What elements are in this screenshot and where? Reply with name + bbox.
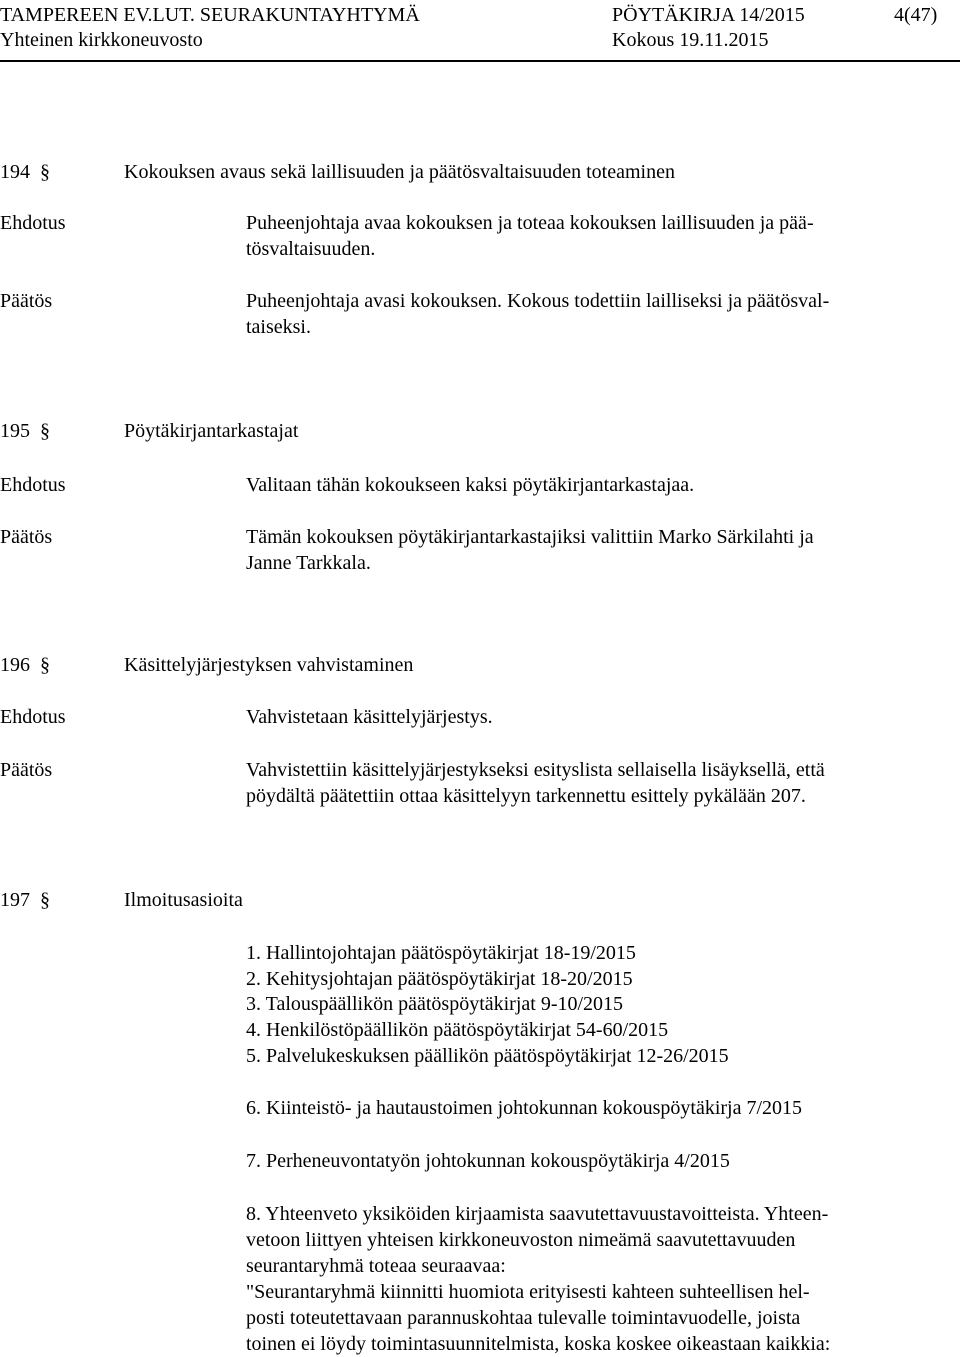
governing-body: Yhteinen kirkkoneuvosto: [0, 29, 203, 51]
list-item: 3. Talouspäällikön päätöspöytäkirjat 9-10/2015: [246, 993, 624, 1015]
section-sign: §: [40, 161, 50, 183]
row-label: Ehdotus: [0, 474, 66, 496]
section-sign: §: [40, 889, 50, 911]
section-title: Käsittelyjärjestyksen vahvistaminen: [124, 654, 414, 676]
row-label: Ehdotus: [0, 706, 66, 728]
page-header: [0, 0, 960, 60]
section-title: Ilmoitusasioita: [124, 889, 243, 911]
organization-name: TAMPEREEN EV.LUT. SEURAKUNTAYHTYMÄ: [0, 4, 420, 26]
list-item: 6. Kiinteistö- ja hautaustoimen johtokunnan kokouspöytäkirja 7/2015: [246, 1097, 803, 1119]
row-text: Valitaan tähän kokoukseen kaksi pöytäkirjantarkastajaa.: [246, 474, 695, 496]
section-number: 195: [0, 420, 30, 442]
row-label: Ehdotus: [0, 212, 66, 234]
row-text: Vahvistettiin käsittelyjärjestykseksi esityslista sellaisella lisäyksellä, että pöydältä päätettiin ottaa käsittelyyn tarkennettu esittely pykälään 207.: [246, 759, 825, 807]
row-label: Päätös: [0, 526, 53, 548]
row-label: Päätös: [0, 290, 53, 312]
row-text: Puheenjohtaja avaa kokouksen ja toteaa kokouksen laillisuuden ja pää- tösvaltaisuuden.: [246, 212, 814, 260]
section-number: 196: [0, 654, 30, 676]
row-label: Päätös: [0, 759, 53, 781]
section-number: 194: [0, 161, 30, 183]
meeting-date: Kokous 19.11.2015: [612, 29, 769, 51]
list-item-summary: 8. Yhteenveto yksiköiden kirjaamista saavutettavuustavoitteista. Yhteen- vetoon liittyen yhteisen kirkkoneuvoston nimeämä saavutettavuuden seurantaryhmä toteaa seuraavaa: "Seurantaryhmä kiinnitti huomiota erityisesti kahteen suhteellisen hel- posti toteutettavaan parannuskohtaa tulevalle toimintavuodelle, joista toinen ei löydy toimintasuunnitelmista, koska koskee oikeastaan kaikkia:: [246, 1203, 831, 1355]
row-text: Puheenjohtaja avasi kokouksen. Kokous todettiin lailliseksi ja päätösval- taiseksi.: [246, 290, 830, 338]
document-title: PÖYTÄKIRJA 14/2015: [612, 4, 805, 26]
section-title: Pöytäkirjantarkastajat: [124, 420, 299, 442]
page-number: 4(47): [894, 4, 938, 26]
list-item: 4. Henkilöstöpäällikön päätöspöytäkirjat 54-60/2015: [246, 1019, 669, 1041]
row-text: Tämän kokouksen pöytäkirjantarkastajiksi valittiin Marko Särkilahti ja Janne Tarkkala.: [246, 526, 814, 574]
row-text: Vahvistetaan käsittelyjärjestys.: [246, 706, 493, 728]
section-sign: §: [40, 654, 50, 676]
list-item: 1. Hallintojohtajan päätöspöytäkirjat 18-19/2015: [246, 942, 636, 964]
section-title: Kokouksen avaus sekä laillisuuden ja päätösvaltaisuuden toteaminen: [124, 161, 675, 183]
list-item: 5. Palvelukeskuksen päällikön päätöspöytäkirjat 12-26/2015: [246, 1045, 729, 1067]
list-item: 7. Perheneuvontatyön johtokunnan kokouspöytäkirja 4/2015: [246, 1150, 730, 1172]
section-sign: §: [40, 420, 50, 442]
header-divider: [0, 60, 960, 62]
section-number: 197: [0, 889, 30, 911]
list-item: 2. Kehitysjohtajan päätöspöytäkirjat 18-20/2015: [246, 968, 633, 990]
